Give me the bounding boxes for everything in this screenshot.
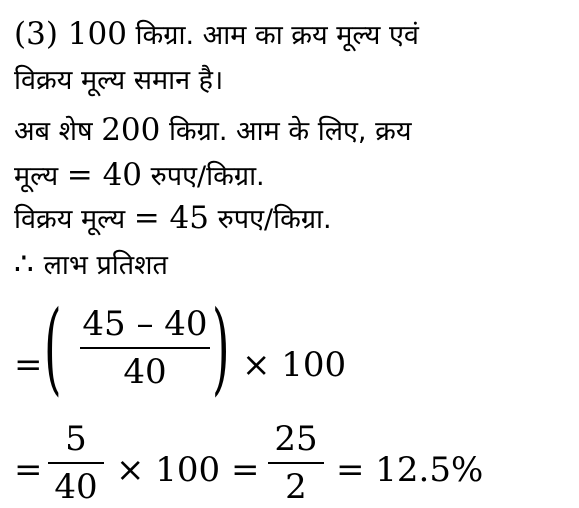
equation-2-result: = 12.5% [336,450,484,490]
left-paren: ( [44,289,62,406]
equation-2-denominator-1: 40 [54,467,98,507]
equation-2-fraction-2 [268,420,324,506]
line-2-text: विक्रय मूल्य समान है। [14,65,224,96]
line-1-text: किग्रा. आम का क्रय मूल्य एवं [126,20,419,51]
line-4-number: = 40 [66,157,143,193]
equation-2-middle: × 100 = [116,450,260,490]
equation-2-numerator-2: 25 [274,419,318,459]
equation-2-equals: = [14,450,43,490]
line-3-text-a: अब शेष [14,116,102,147]
equation-1-equals: = [14,345,43,385]
equation-1-numerator: 45 – 40 [82,304,208,344]
equation-1-multiplier: × 100 [242,345,347,385]
line-3-number: 200 [101,112,161,148]
line-1-number: (3) 100 [14,16,127,52]
equation-2-denominator-2: 2 [285,467,307,507]
line-5-text-b: रुपए/किग्रा. [209,204,332,235]
equation-2-fraction-1 [48,420,104,506]
line-4-text-b: रुपए/किग्रा. [142,161,265,192]
line-6-text: लाभ प्रतिशत [43,250,168,281]
right-paren: ) [212,289,230,406]
therefore-symbol: ∴ [14,246,44,282]
line-3 [14,110,412,152]
line-5-number: = 45 [133,200,209,236]
line-3-text-b: किग्रा. आम के लिए, क्रय [160,116,412,147]
line-4-text-a: मूल्य [14,161,67,192]
line-2 [14,59,223,101]
fraction-bar [268,462,324,464]
fraction-bar [80,347,210,349]
line-1 [14,14,419,56]
line-4 [14,155,265,197]
equation-1-denominator: 40 [123,352,167,392]
equation-2-numerator-1: 5 [65,419,87,459]
line-5-text-a: विक्रय मूल्य [14,204,134,235]
line-6 [14,244,168,286]
line-5 [14,198,332,240]
equation-1-fraction [80,305,210,391]
fraction-bar [48,462,104,464]
